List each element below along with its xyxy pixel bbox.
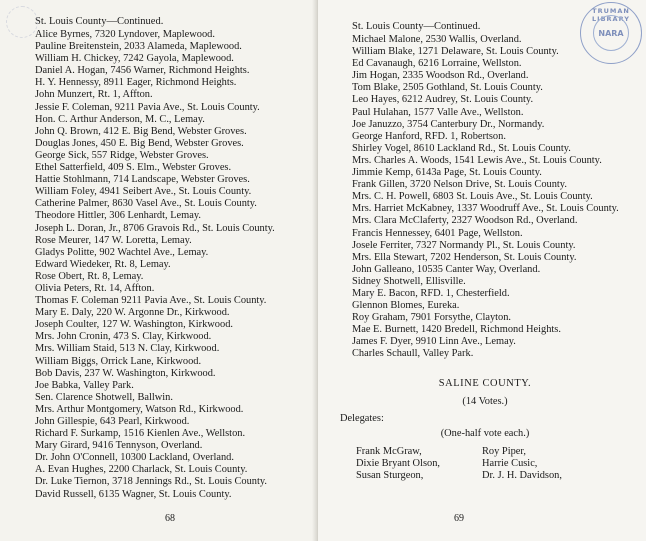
list-item: Mae E. Burnett, 1420 Bredell, Richmond Heights. (352, 324, 561, 336)
list-item: Francis Hennessey, 6401 Page, Wellston. (352, 227, 523, 239)
list-item: Mrs. Harriet McKabney, 1337 Woodruff Ave., St. Louis County. (352, 203, 619, 215)
list-item: Dr. John O'Connell, 10300 Lackland, Overland. (35, 452, 234, 464)
stamp-center-text: NARA (598, 29, 624, 38)
saline-delegate: Frank McGraw, (356, 445, 422, 457)
list-item: Edward Wiedeker, Rt. 8, Lemay. (35, 258, 171, 270)
saline-delegate: Dixie Bryant Olson, (356, 457, 440, 469)
list-item: Mrs. C. H. Powell, 6803 St. Louis Ave., St. Louis County. (352, 191, 593, 203)
list-item: James F. Dyer, 9910 Linn Ave., Lemay. (352, 336, 516, 348)
list-item: Joe Babka, Valley Park. (35, 379, 134, 391)
list-item: Hattie Stohlmann, 714 Landscape, Webster Groves. (35, 174, 250, 186)
list-item: Jim Hogan, 2335 Woodson Rd., Overland. (352, 70, 529, 82)
list-item: Mary E. Daly, 220 W. Argonne Dr., Kirkwood. (35, 307, 230, 319)
saline-delegates-label: Delegates: (340, 412, 384, 424)
right-page-heading: St. Louis County—Continued. (352, 21, 481, 32)
list-item: Catherine Palmer, 8630 Vasel Ave., St. Louis County. (35, 198, 257, 210)
list-item: George Hanford, RFD. 1, Robertson. (352, 130, 506, 142)
list-item: Paul Hulahan, 1577 Valle Ave., Wellston. (352, 106, 524, 118)
list-item: David Russell, 6135 Wagner, St. Louis County. (35, 488, 232, 500)
left-page-number: 68 (165, 513, 175, 524)
list-item: John Munzert, Rt. 1, Affton. (35, 89, 153, 101)
library-stamp-icon (580, 2, 642, 64)
list-item: William H. Chickey, 7242 Gayola, Maplewood. (35, 53, 234, 65)
list-item: Roy Graham, 7901 Forsythe, Clayton. (352, 312, 512, 324)
list-item: H. Y. Hennessy, 8911 Eager, Richmond Heights. (35, 77, 237, 89)
saline-delegate: Susan Sturgeon, (356, 470, 424, 482)
list-item: Bob Davis, 237 W. Washington, Kirkwood. (35, 367, 216, 379)
list-item: Mrs. Arthur Montgomery, Watson Rd., Kirkwood. (35, 403, 244, 415)
saline-half-vote-note: (One-half vote each.) (440, 427, 530, 439)
list-item: Olivia Peters, Rt. 14, Affton. (35, 282, 155, 294)
left-page-heading: St. Louis County—Continued. (35, 16, 164, 27)
list-item: Dr. Luke Tiernon, 3718 Jennings Rd., St. Louis County. (35, 476, 267, 488)
list-item: Richard F. Surkamp, 1516 Kienlen Ave., Wellston. (35, 428, 246, 440)
list-item: Pauline Breitenstein, 2033 Alameda, Maplewood. (35, 41, 242, 53)
list-item: Alice Byrnes, 7320 Lyndover, Maplewood. (35, 29, 215, 40)
right-delegate-list (352, 34, 638, 361)
list-item: Mrs. William Staid, 513 N. Clay, Kirkwood. (35, 343, 220, 355)
right-page-number: 69 (454, 513, 464, 524)
list-item: Theodore Hittler, 306 Lenhardt, Lemay. (35, 210, 201, 222)
faint-seal-icon (6, 6, 38, 38)
list-item: Michael Malone, 2530 Wallis, Overland. (352, 34, 522, 45)
list-item: Mrs. Charles A. Woods, 1541 Lewis Ave., St. Louis County. (352, 154, 602, 166)
saline-delegate-grid (352, 446, 638, 483)
list-item: Mrs. Clara McClaferty, 2327 Woodson Rd., Overland. (352, 215, 578, 227)
list-item: William Blake, 1271 Delaware, St. Louis County. (352, 46, 559, 58)
list-item: Daniel A. Hogan, 7456 Warner, Richmond Heights. (35, 65, 250, 77)
list-item: Rose Meurer, 147 W. Loretta, Lemay. (35, 234, 192, 246)
list-item: Jimmie Kemp, 6143a Page, St. Louis County. (352, 167, 542, 179)
list-item: Frank Gillen, 3720 Nelson Drive, St. Louis County. (352, 179, 567, 191)
list-item: George Sick, 557 Ridge, Webster Groves. (35, 149, 209, 161)
list-item: William Biggs, Orrick Lane, Kirkwood. (35, 355, 202, 367)
saline-delegate: Dr. J. H. Davidson, (482, 470, 562, 482)
list-item: Ed Cavanaugh, 6216 Lorraine, Wellston. (352, 58, 522, 70)
list-item: Shirley Vogel, 8610 Lackland Rd., St. Louis County. (352, 142, 571, 154)
list-item: Ethel Satterfield, 409 S. Elm., Webster Groves. (35, 162, 232, 174)
list-item: Josele Ferriter, 7327 Normandy Pl., St. Louis County. (352, 239, 576, 251)
list-item: Glennon Blomes, Eureka. (352, 300, 460, 312)
saline-delegate: Harrie Cusic, (482, 457, 538, 469)
stamp-top-text: TRUMAN LIBRARY (592, 7, 630, 23)
list-item: Thomas F. Coleman 9211 Pavia Ave., St. Louis County. (35, 295, 267, 307)
list-item: Sen. Clarence Shotwell, Ballwin. (35, 391, 173, 403)
list-item: Jessie F. Coleman, 9211 Pavia Ave., St. Louis County. (35, 101, 260, 113)
list-item: Mary Girard, 9416 Tennyson, Overland. (35, 440, 203, 452)
list-item: Mrs. Ella Stewart, 7202 Henderson, St. Louis County. (352, 251, 577, 263)
list-item: William Foley, 4941 Seibert Ave., St. Louis County. (35, 186, 252, 198)
list-item: Hon. C. Arthur Anderson, M. C., Lemay. (35, 113, 205, 125)
list-item: Gladys Politte, 902 Wachtel Ave., Lemay. (35, 246, 209, 258)
list-item: Joe Januzzo, 3754 Canterbury Dr., Normandy. (352, 118, 545, 130)
saline-votes: (14 Votes.) (462, 395, 508, 407)
left-page (0, 0, 318, 541)
list-item: Rose Obert, Rt. 8, Lemay. (35, 270, 144, 282)
list-item: Tom Blake, 2505 Gothland, St. Louis County. (352, 82, 543, 94)
list-item: Leo Hayes, 6212 Audrey, St. Louis County. (352, 94, 534, 106)
list-item: Joseph Coulter, 127 W. Washington, Kirkwood. (35, 319, 233, 331)
list-item: John Gillespie, 643 Pearl, Kirkwood. (35, 416, 190, 427)
list-item: Charles Schaull, Valley Park. (352, 348, 474, 360)
saline-delegate: Roy Piper, (482, 445, 527, 457)
list-item: John Q. Brown, 412 E. Big Bend, Webster Groves. (35, 125, 247, 137)
list-item: Joseph L. Doran, Jr., 8706 Gravois Rd., St. Louis County. (35, 222, 275, 234)
list-item: John Galleano, 10535 Canter Way, Overland. (352, 263, 541, 275)
left-delegate-list (35, 29, 310, 501)
right-page (318, 0, 646, 541)
saline-county-title: SALINE COUNTY. (438, 377, 532, 389)
list-item: Sidney Shotwell, Ellisville. (352, 275, 466, 287)
list-item: Douglas Jones, 450 E. Big Bend, Webster Groves. (35, 137, 244, 149)
list-item: A. Evan Hughes, 2200 Charlack, St. Louis County. (35, 464, 248, 476)
list-item: Mary E. Bacon, RFD. 1, Chesterfield. (352, 287, 510, 299)
list-item: Mrs. John Cronin, 473 S. Clay, Kirkwood. (35, 331, 212, 343)
